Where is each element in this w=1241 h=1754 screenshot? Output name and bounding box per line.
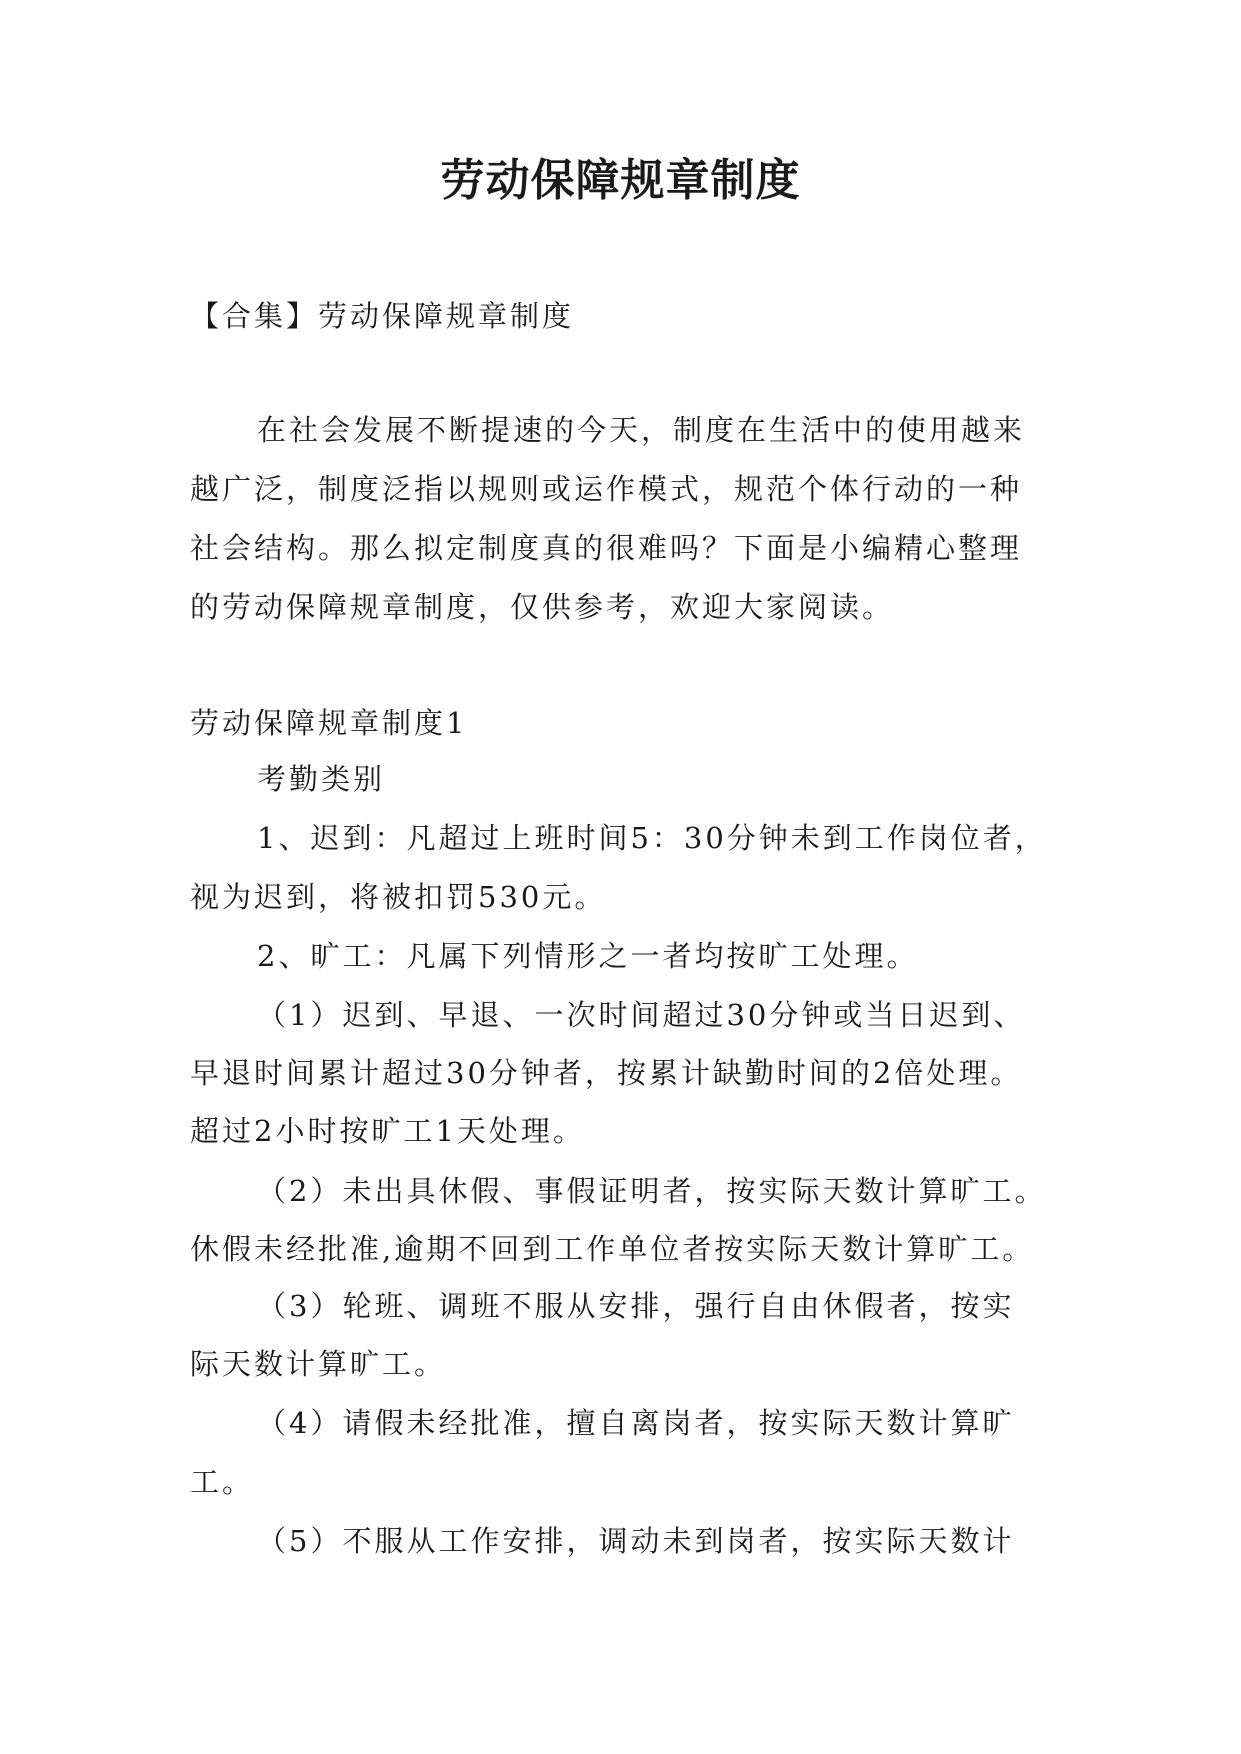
paragraph-line: （4）请假未经批准，擅自离岗者，按实际天数计算旷 — [257, 1406, 1015, 1440]
paragraph-line: 休假未经批准,逾期不回到工作单位者按实际天数计算旷工。 — [190, 1232, 1035, 1266]
paragraph-line: （2）未出具休假、事假证明者，按实际天数计算旷工。 — [257, 1174, 1047, 1208]
paragraph-line: 工。 — [190, 1465, 255, 1499]
intro-line: 越广泛，制度泛指以规则或运作模式，规范个体行动的一种 — [190, 472, 1023, 506]
paragraph-line: 早退时间累计超过30分钟者，按累计缺勤时间的2倍处理。 — [190, 1056, 1023, 1090]
section-category: 考勤类别 — [257, 762, 386, 796]
paragraph-line: 1、迟到：凡超过上班时间5：30分钟未到工作岗位者， — [257, 821, 1047, 855]
paragraph-line: 际天数计算旷工。 — [190, 1347, 447, 1381]
intro-line: 社会结构。那么拟定制度真的很难吗？下面是小编精心整理 — [190, 531, 1023, 565]
section-heading: 劳动保障规章制度1 — [190, 706, 468, 740]
paragraph-line: （3）轮班、调班不服从安排，强行自由休假者，按实 — [257, 1289, 1015, 1323]
paragraph-line: 2、旷工：凡属下列情形之一者均按旷工处理。 — [257, 939, 919, 973]
paragraph-line: （5）不服从工作安排，调动未到岗者，按实际天数计 — [257, 1524, 1015, 1558]
paragraph-line: 超过2小时按旷工1天处理。 — [190, 1114, 585, 1148]
intro-line: 在社会发展不断提速的今天，制度在生活中的使用越来 — [257, 413, 1026, 447]
paragraph-line: 视为迟到，将被扣罚530元。 — [190, 880, 607, 914]
document-subtitle: 【合集】劳动保障规章制度 — [190, 299, 575, 333]
document-title: 劳动保障规章制度 — [440, 155, 801, 206]
intro-line: 的劳动保障规章制度，仅供参考，欢迎大家阅读。 — [190, 590, 895, 624]
paragraph-line: （1）迟到、早退、一次时间超过30分钟或当日迟到、 — [257, 998, 1026, 1032]
